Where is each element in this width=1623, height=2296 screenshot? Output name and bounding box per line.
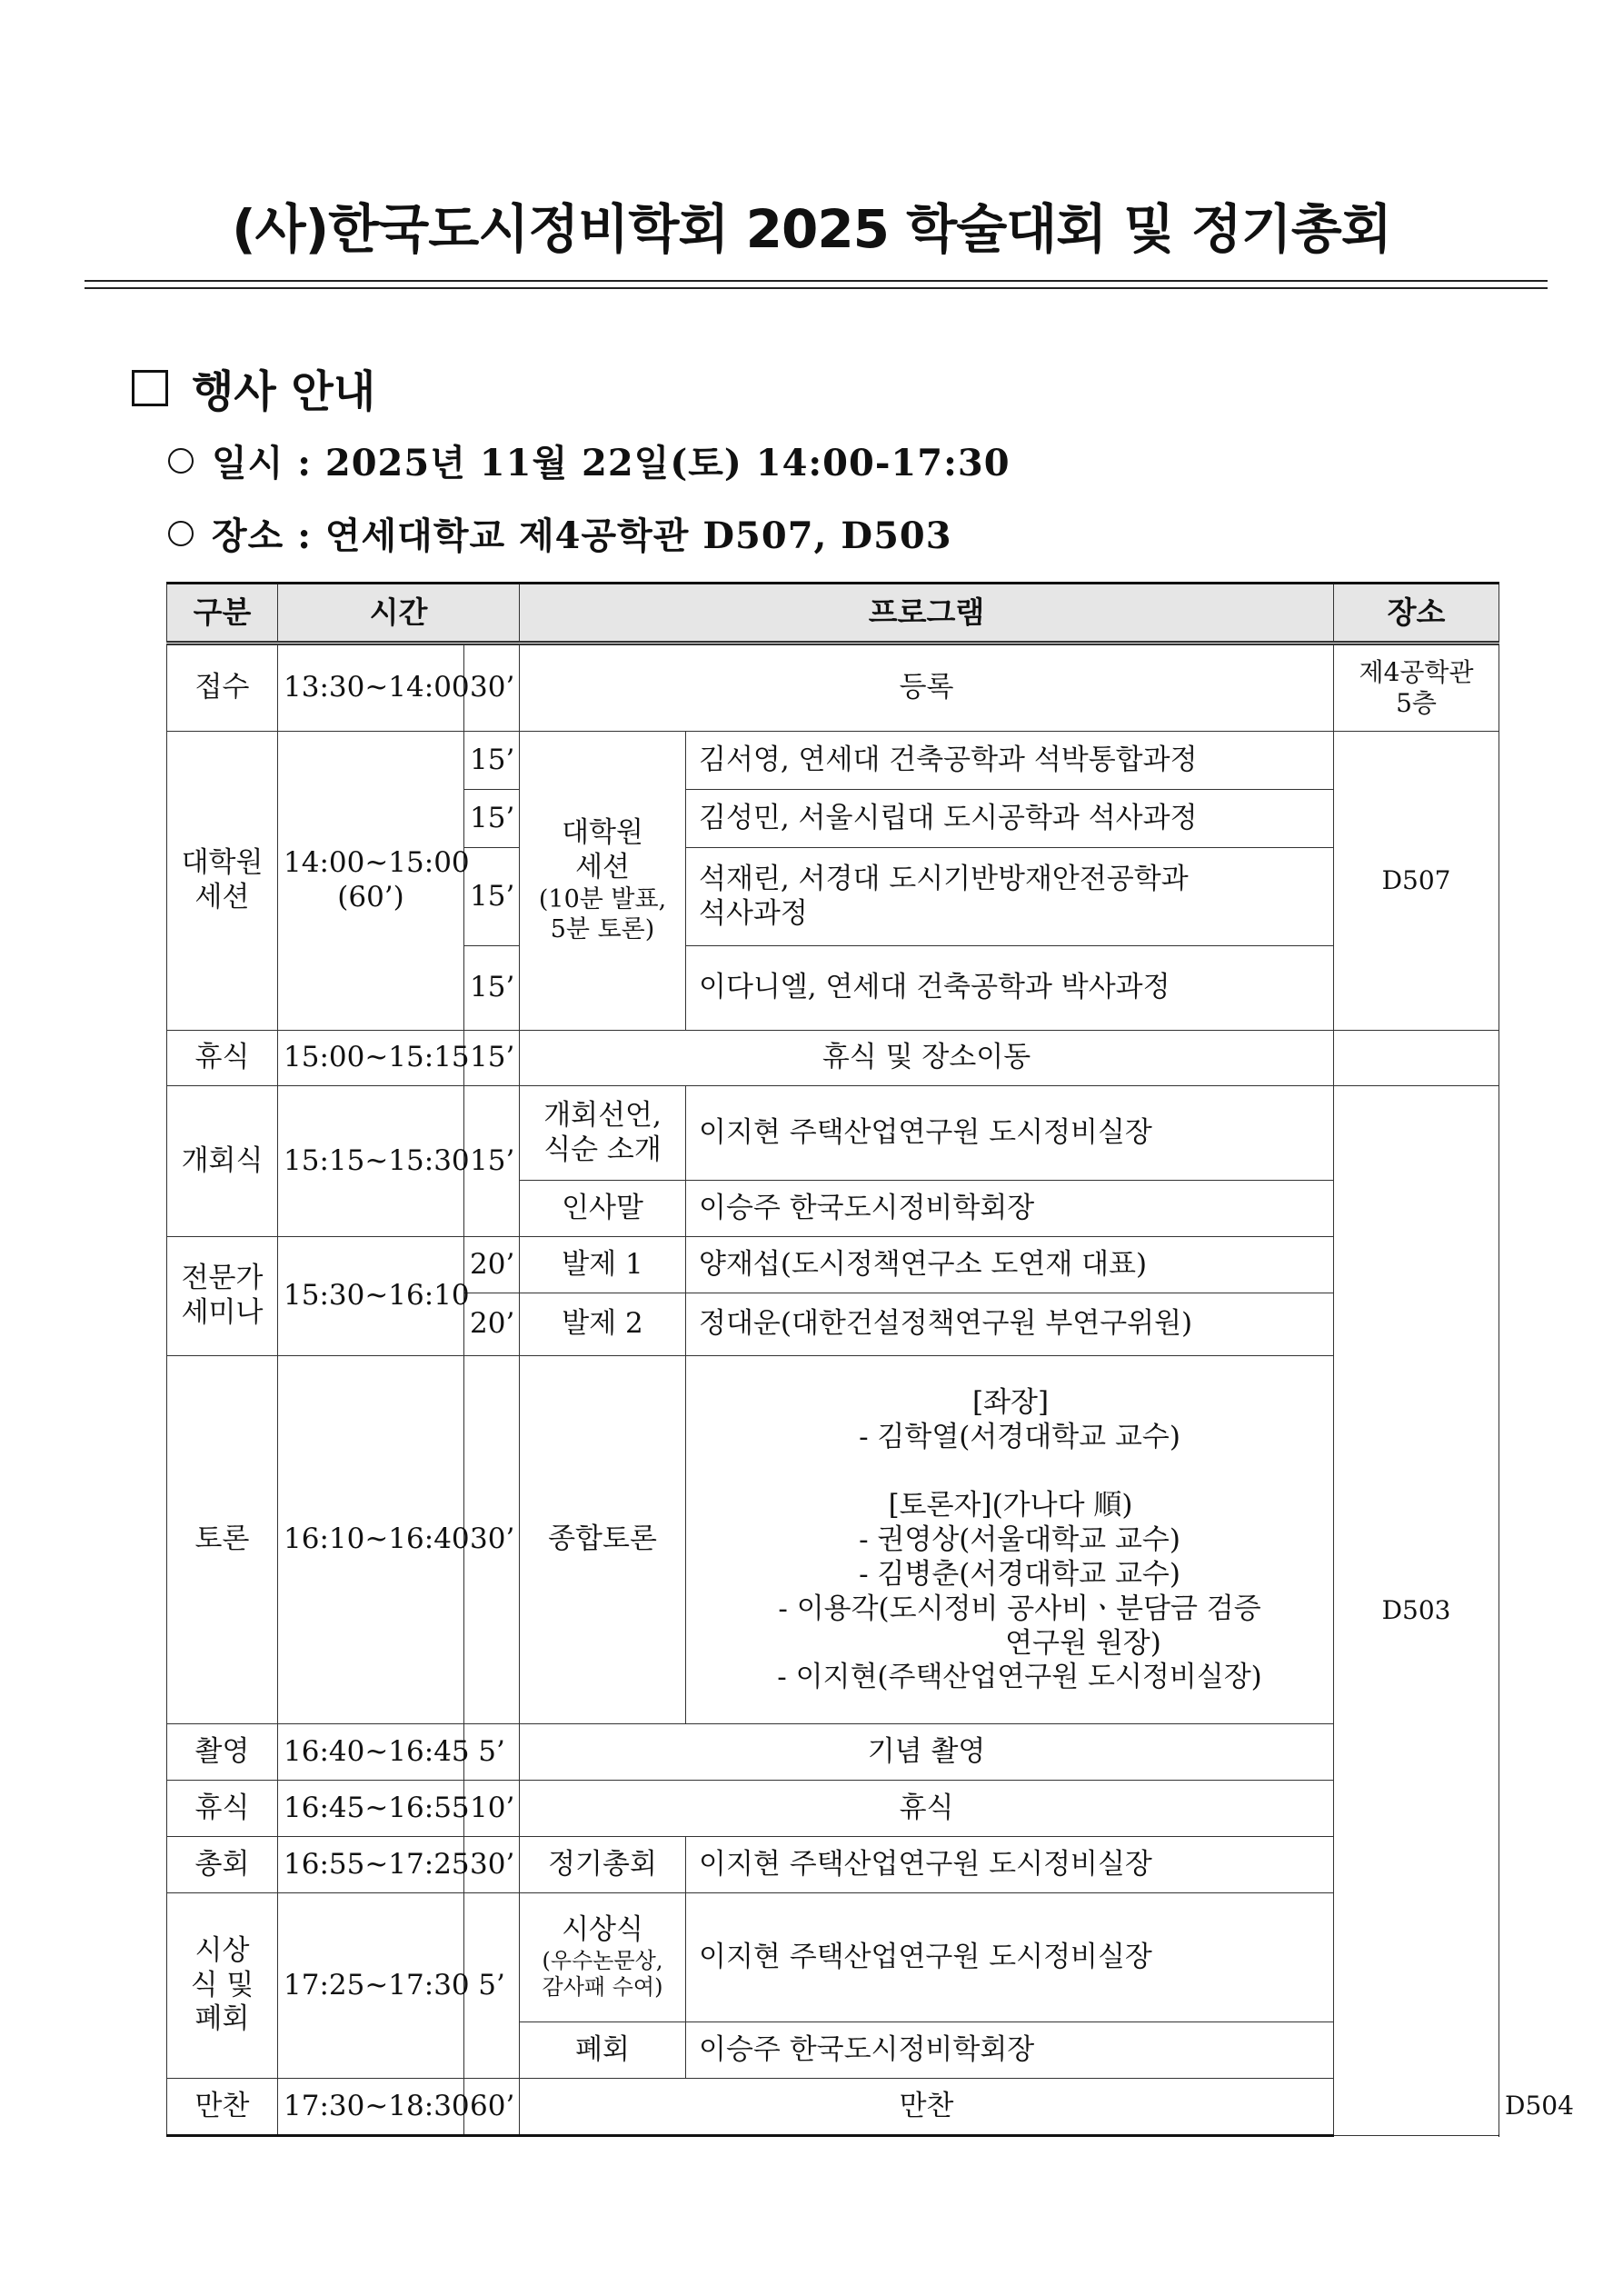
cell-category: 만찬 (167, 2079, 278, 2136)
table-row (167, 1893, 1499, 2022)
cell-description: 이지현 주택산업연구원 도시정비실장 (686, 1893, 1334, 2022)
table-row (167, 1781, 1499, 1837)
cell-program: 만찬 (520, 2079, 1334, 2136)
cell-duration: 15’ (464, 790, 520, 848)
discussion-line: [토론자](가나다 順) (888, 1489, 1133, 1522)
cell-category (167, 1893, 278, 2079)
discussion-line: - 김병춘(서경대학교 교수) (859, 1557, 1180, 1591)
title-rule-top (85, 280, 1548, 282)
table-row (167, 1356, 1499, 1724)
discussion-line: - 이용각(도시정비 공사비ㆍ분담금 검증 (778, 1592, 1261, 1625)
cell-category: 개회식 (167, 1086, 278, 1237)
circle-bullet-icon (168, 448, 194, 474)
cell-duration: 15’ (464, 946, 520, 1031)
cell-subprogram: 발제 1 (520, 1237, 686, 1293)
cell-room: D503 (1334, 1086, 1499, 2136)
cell-category: 접수 (167, 644, 278, 732)
cell-description: 이승주 한국도시정비학회장 (686, 2022, 1334, 2079)
cell-time: 16:55~17:25 (278, 1837, 464, 1893)
cell-duration: 15’ (464, 1086, 520, 1237)
cell-duration: 15’ (464, 732, 520, 790)
category-line: 폐회 (194, 2002, 250, 2036)
cell-description: 김서영, 연세대 건축공학과 석박통합과정 (686, 732, 1334, 790)
cell-duration: 30’ (464, 644, 520, 732)
cell-category: 휴식 (167, 1031, 278, 1086)
header-room: 장소 (1334, 584, 1499, 644)
cell-subprogram: 인사말 (520, 1181, 686, 1237)
header-category: 구분 (167, 584, 278, 644)
document-title: (사)한국도시정비학회 2025 학술대회 및 정기총회 (232, 198, 1391, 260)
cell-discussion-list (686, 1356, 1334, 1724)
table-row (167, 1724, 1499, 1781)
category-line: 대학원 (181, 846, 264, 880)
cell-subprogram: 발제 2 (520, 1293, 686, 1356)
cell-time: 13:30~14:00 (278, 644, 464, 732)
cell-category: 토론 (167, 1356, 278, 1724)
cell-category: 휴식 (167, 1781, 278, 1837)
cell-subprogram: 종합토론 (520, 1356, 686, 1724)
cell-room (1334, 1031, 1499, 1086)
cell-description: 이지현 주택산업연구원 도시정비실장 (686, 1837, 1334, 1893)
subprogram-line: 감사패 수여) (542, 1974, 663, 2001)
cell-room: D507 (1334, 732, 1499, 1031)
section-heading (132, 356, 375, 419)
cell-duration: 60’ (464, 2079, 520, 2136)
category-line: 세션 (194, 881, 250, 913)
cell-subprogram (520, 1086, 686, 1181)
info-date-text: 일시 : 2025년 11월 22일(토) 14:00-17:30 (212, 442, 1011, 484)
discussion-line: [좌장] (971, 1385, 1050, 1419)
table-row: 만찬 17:30~18:30 60’ 만찬 D504 (167, 2079, 1499, 2136)
time-line: (60’) (337, 881, 404, 913)
cell-duration: 15’ (464, 1031, 520, 1086)
info-place-text: 장소 : 연세대학교 제4공학관 D507, D503 (212, 514, 952, 557)
description-line: 석사과정 (699, 896, 808, 930)
title-rule-bottom (85, 287, 1548, 289)
subprogram-line: 5분 토론) (550, 914, 655, 943)
subprogram-line: 시상식 (562, 1913, 643, 1947)
cell-duration: 20’ (464, 1237, 520, 1293)
cell-duration: 30’ (464, 1356, 520, 1724)
cell-program: 등록 (520, 644, 1334, 732)
cell-duration: 5’ (464, 1724, 520, 1781)
cell-subprogram: 정기총회 (520, 1837, 686, 1893)
info-place (168, 507, 952, 559)
table-row (167, 644, 1499, 732)
cell-time: 17:30~18:30 (278, 2079, 464, 2136)
square-bullet-icon (132, 370, 168, 406)
description-line: 석재린, 서경대 도시기반방재안전공학과 (699, 862, 1189, 895)
section-heading-text: 행사 안내 (192, 366, 376, 417)
schedule-table (166, 582, 1574, 2137)
circle-bullet-icon (168, 521, 194, 546)
room-line: 5층 (1396, 688, 1437, 718)
cell-description: 이승주 한국도시정비학회장 (686, 1181, 1334, 1237)
cell-description: 김성민, 서울시립대 도시공학과 석사과정 (686, 790, 1334, 848)
cell-program: 기념 촬영 (520, 1724, 1334, 1781)
discussion-line: - 김학열(서경대학교 교수) (859, 1420, 1180, 1453)
cell-program: 휴식 (520, 1781, 1334, 1837)
table-row (167, 1237, 1499, 1293)
category-line: 세미나 (181, 1296, 264, 1329)
table-row (167, 732, 1499, 790)
category-line: 식 및 (190, 1968, 254, 2002)
table-header-row (167, 584, 1499, 644)
header-time: 시간 (278, 584, 520, 644)
cell-description: 이지현 주택산업연구원 도시정비실장 (686, 1086, 1334, 1181)
header-program: 프로그램 (520, 584, 1334, 644)
cell-category: 촬영 (167, 1724, 278, 1781)
discussion-line (699, 1454, 1322, 1489)
subprogram-line: 개회선언, (543, 1098, 662, 1132)
cell-time: 16:10~16:40 (278, 1356, 464, 1724)
cell-duration: 20’ (464, 1293, 520, 1356)
cell-description: 양재섭(도시정책연구소 도연재 대표) (686, 1237, 1334, 1293)
subprogram-line: (우수논문상, (542, 1948, 663, 1974)
cell-time: 15:30~16:10 (278, 1237, 464, 1356)
discussion-line: - 권영상(서울대학교 교수) (859, 1523, 1180, 1557)
cell-program: 휴식 및 장소이동 (520, 1031, 1334, 1086)
cell-room (1334, 644, 1499, 732)
cell-duration: 5’ (464, 1893, 520, 2079)
discussion-line: - 이지현(주택산업연구원 도시정비실장) (777, 1661, 1262, 1694)
cell-category: 총회 (167, 1837, 278, 1893)
cell-duration: 15’ (464, 848, 520, 946)
cell-time: 16:40~16:45 (278, 1724, 464, 1781)
table-row (167, 1837, 1499, 1893)
subprogram-line: 세션 (575, 851, 630, 884)
cell-category (167, 732, 278, 1031)
room-line: 제4공학관 (1359, 656, 1474, 687)
cell-time: 15:00~15:15 (278, 1031, 464, 1086)
cell-time: 15:15~15:30 (278, 1086, 464, 1237)
cell-subprogram: 폐회 (520, 2022, 686, 2079)
cell-time (278, 732, 470, 1031)
cell-category (167, 1237, 278, 1356)
cell-subprogram (520, 732, 686, 1031)
category-line: 전문가 (181, 1262, 264, 1295)
subprogram-line: 식순 소개 (543, 1133, 662, 1166)
table-row (167, 1086, 1499, 1181)
info-date (168, 434, 1011, 486)
cell-duration: 10’ (464, 1781, 520, 1837)
cell-description: 정대운(대한건설정책연구원 부연구위원) (686, 1293, 1334, 1356)
cell-time: 16:45~16:55 (278, 1781, 464, 1837)
cell-description (686, 848, 1334, 946)
cell-subprogram (520, 1893, 686, 2022)
cell-description: 이다니엘, 연세대 건축공학과 박사과정 (686, 946, 1334, 1031)
time-line: 14:00~15:00 (284, 846, 470, 880)
discussion-line: 연구원 원장) (1005, 1626, 1161, 1660)
category-line: 시상 (194, 1933, 250, 1967)
cell-time: 17:25~17:30 (278, 1893, 464, 2079)
subprogram-line: (10분 발표, (538, 884, 667, 913)
cell-duration: 30’ (464, 1837, 520, 1893)
table-row (167, 1031, 1499, 1086)
subprogram-line: 대학원 (562, 816, 643, 850)
